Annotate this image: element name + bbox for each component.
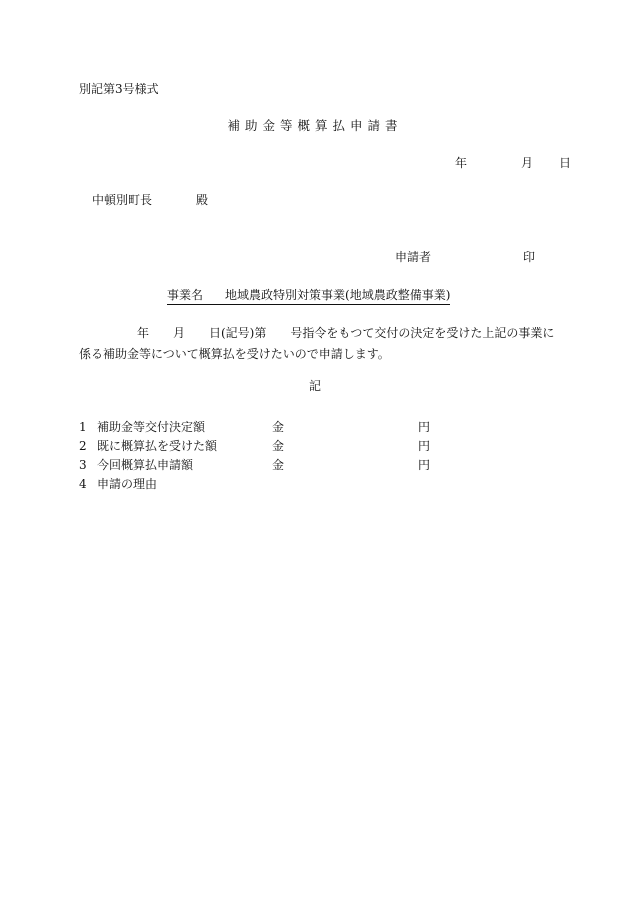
applicant xyxy=(395,251,535,263)
list-item xyxy=(79,436,438,455)
document-title: 補助金等概算払申請書 xyxy=(227,118,403,133)
item-number: 4 xyxy=(79,476,87,491)
item-label: 既に概算払を受けた額 xyxy=(97,438,218,453)
date-day: 日 xyxy=(559,156,572,170)
addressee xyxy=(92,194,208,206)
project-label: 事業名 xyxy=(167,288,204,302)
body-line-2: 係る補助金等について概算払を受けたいので申請します。 xyxy=(79,347,390,361)
item-kin: 金 xyxy=(272,419,285,434)
item-label: 補助金等交付決定額 xyxy=(97,419,206,434)
ki-heading: 記 xyxy=(308,379,321,393)
form-number: 別記第3号様式 xyxy=(79,82,159,96)
item-number: 3 xyxy=(79,457,87,472)
item-kin: 金 xyxy=(272,438,285,453)
addressee-honorific: 殿 xyxy=(196,193,209,207)
body-line-1: 年 月 日(記号)第 号指令をもつて交付の決定を受けた上記の事業に xyxy=(137,326,555,340)
list-item xyxy=(79,474,438,493)
seal-mark: 印 xyxy=(523,250,536,264)
project-name: 地域農政特別対策事業(地域農政整備事業) xyxy=(225,288,451,302)
item-yen: 円 xyxy=(418,438,431,453)
date-year: 年 xyxy=(455,156,468,170)
item-label: 申請の理由 xyxy=(97,476,158,491)
applicant-label: 申請者 xyxy=(395,250,432,264)
addressee-name: 中頓別町長 xyxy=(92,193,153,207)
list-item xyxy=(79,455,438,474)
date-month: 月 xyxy=(521,156,534,170)
item-yen: 円 xyxy=(418,419,431,434)
list-item xyxy=(79,417,438,436)
date-line xyxy=(455,157,571,169)
item-label: 今回概算払申請額 xyxy=(97,457,194,472)
item-kin: 金 xyxy=(272,457,285,472)
item-list xyxy=(79,417,438,493)
item-number: 2 xyxy=(79,438,87,453)
project-name-line xyxy=(167,289,450,305)
body-text xyxy=(79,323,559,365)
item-yen: 円 xyxy=(418,457,431,472)
item-number: 1 xyxy=(79,419,87,434)
